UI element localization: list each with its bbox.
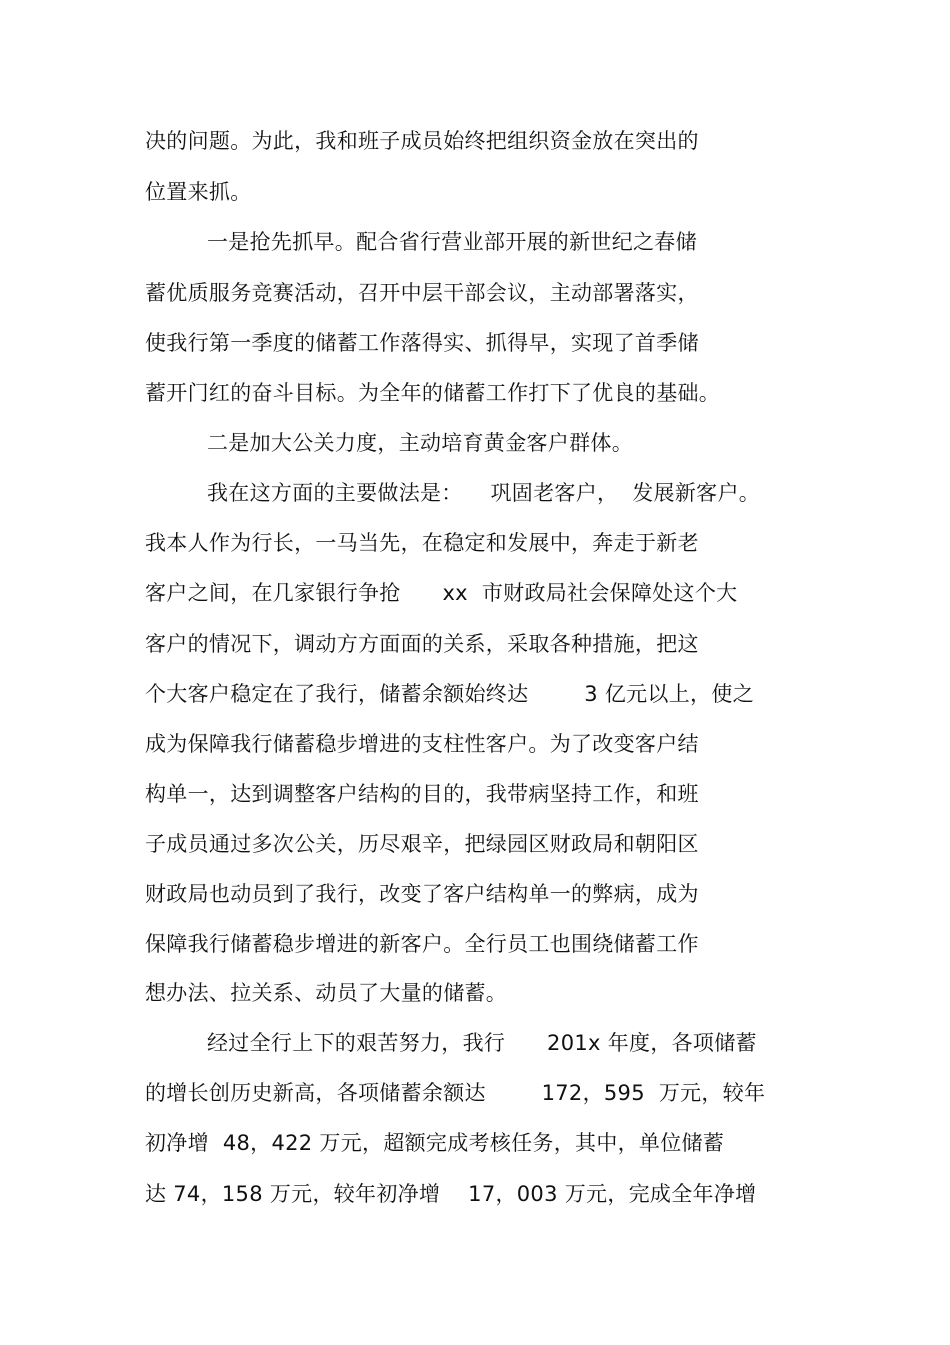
text-line: 子成员通过多次公关，历尽艰辛，把绿园区财政局和朝阳区 [145,832,699,856]
text-line: 想办法、拉关系、动员了大量的储蓄。 [145,981,508,1005]
text-line: 我在这方面的主要做法是： 巩固老客户， 发展新客户。 [207,481,761,505]
text-line: 二是加大公关力度，主动培育黄金客户群体。 [207,431,633,455]
text-line: 一是抢先抓早。配合省行营业部开展的新世纪之春储 [207,230,697,254]
text-line: 经过全行上下的艰苦努力，我行 201x 年度，各项储蓄 [207,1031,757,1055]
text-line: 客户之间，在几家银行争抢 xx 市财政局社会保障处这个大 [145,581,738,605]
text-line: 个大客户稳定在了我行，储蓄余额始终达 3 亿元以上，使之 [145,682,754,706]
text-line: 初净增 48，422 万元，超额完成考核任务，其中，单位储蓄 [145,1131,725,1155]
text-line: 使我行第一季度的储蓄工作落得实、抓得早，实现了首季储 [145,331,699,355]
text-line: 达 74，158 万元，较年初净增 17，003 万元，完成全年净增 [145,1182,757,1206]
text-line: 成为保障我行储蓄稳步增进的支柱性客户。为了改变客户结 [145,732,699,756]
text-line: 我本人作为行长，一马当先，在稳定和发展中，奔走于新老 [145,531,699,555]
text-line: 构单一，达到调整客户结构的目的，我带病坚持工作，和班 [145,782,699,806]
text-line: 蓄开门红的奋斗目标。为全年的储蓄工作打下了优良的基础。 [145,381,721,405]
text-line: 蓄优质服务竞赛活动，召开中层干部会议，主动部署落实， [145,281,699,305]
text-line: 决的问题。为此，我和班子成员始终把组织资金放在突出的 [145,129,699,153]
text-line: 客户的情况下，调动方方面面的关系，采取各种措施，把这 [145,632,699,656]
text-line: 的增长创历史新高，各项储蓄余额达 172，595 万元，较年 [145,1081,766,1105]
text-line: 位置来抓。 [145,180,252,204]
text-line: 财政局也动员到了我行，改变了客户结构单一的弊病，成为 [145,882,699,906]
text-line: 保障我行储蓄稳步增进的新客户。全行员工也围绕储蓄工作 [145,932,699,956]
